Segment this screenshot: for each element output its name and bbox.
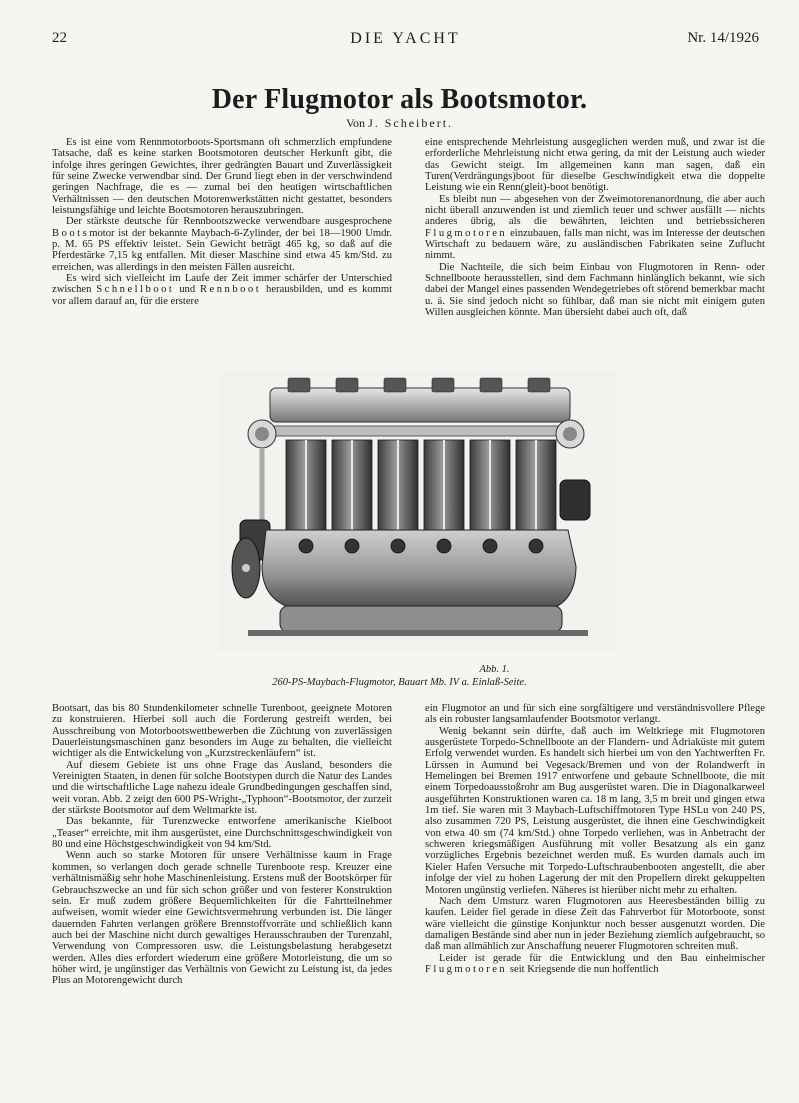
- paragraph: Die Nachteile, die sich beim Einbau von Flugmotoren in Renn- oder Schnellboote herausstellen, sind dem Fachmann hinlänglich bekannt, wie sich dabei der Mangel eines passenden Wendegetriebes oft störend bemerkbar macht u. ä. Sie sind jedoch nicht so fühlbar, daß man sie nicht mit einigem guten Willen ausgleichen könnte. Man übersieht dabei auch oft, daß: [425, 261, 765, 319]
- paragraph: Nach dem Umsturz waren Flugmotoren aus Heeresbeständen billig zu kaufen. Leider fiel gerade in diese Zeit das Fahrverbot für Motorboote, sonst wäre vielleicht die günstige Konjunktur noch besser ausgenutzt worden. Die damaligen Bestände sind aber nun in jeder Beziehung ziemlich aufgebraucht, so daß man allmählich zur Anschaffung neuerer Flugmotoren schreiten muß.: [425, 895, 765, 953]
- paragraph: eine entsprechende Mehrleistung ausgeglichen werden muß, und zwar ist die erforderliche Mehrleistung nicht etwa gering, da mit der Leistung auch wieder das Gewicht steigt. Im allgemeinen kann man sagen, daß ein Turen(Verdrängungs)boot für dieselbe Geschwindigkeit etwa die doppelte Leistung wie ein Renn(gleit)-boot benötigt.: [425, 137, 765, 194]
- engine-illustration: [218, 370, 616, 652]
- paragraph: Leider ist gerade für die Entwicklung und den Bau einheimischer Flugmotoren seit Kriegsende die nun hoffentlich: [425, 952, 765, 975]
- article-author: [0, 116, 799, 131]
- figure-number: Abb. 1.: [479, 664, 510, 675]
- paragraph: Es wird sich vielleicht im Laufe der Zeit immer schärfer der Unterschied zwischen Schnellboot und Rennboot herausbilden, und es kommt vor allem darauf an, für die erstere: [52, 273, 393, 307]
- column-top-left: [52, 137, 392, 307]
- column-top-right: [425, 137, 765, 319]
- author-prefix: Von: [345, 116, 366, 130]
- page-number: 22: [52, 30, 67, 46]
- paragraph: ein Flugmotor an und für sich eine sorgfältigere und verständnisvollere Pflege als ein robuster langsamlaufender Bootsmotor verlangt.: [425, 703, 765, 726]
- spaced-word: Flugmotoren: [425, 227, 508, 239]
- paragraph: Der stärkste deutsche für Rennbootszwecke verwendbare ausgesprochene Bootsmotor ist der bekannte Maybach-6-Zylinder, der bei 18—1900 Umdr. p. M. 65 PS effektiv leistet. Sein Gewicht beträgt 465 kg, so daß auf die Pferdestärke 7,15 kg entfallen. Mit dieser Maschine sind etwa 45 km/Std. zu erreichen, was allerdings in den meisten Fällen ausreicht.: [52, 216, 392, 273]
- paragraph: Es ist eine vom Rennmotorboots-Sportsmann oft schmerzlich empfundene Tatsache, daß es keine starken Bootsmotoren deutscher Herkunft gibt, die infolge ihres geringen Gewichtes, ihrer gedrängten Bauart und Zuverlässigkeit für seine Zwecke verwendbar sind. Der Grund liegt eben in der verschwindend geringen Nachfrage, die es — zumal bei den heutigen wirtschaftlichen Verhältnissen — den deutschen Motorenwerkstätten nicht gestattet, besonders leistungsfähige und leichte Bootsmotoren herauszubringen.: [52, 137, 392, 217]
- spaced-word: Boots: [52, 227, 90, 239]
- figure-caption: [0, 663, 799, 689]
- paragraph: Wenig bekannt sein dürfte, daß auch im Weltkriege mit Flugmotoren ausgerüstete Torpedo-Schnellboote an der Flandern- und Adriaküste mit gutem Erfolg verwendet wurden. Es handelt sich hierbei um von den Yachtwerften Fr. Lürssen in Aumund bei Vegesack/Bremen und von der Rolandwerft in Hemelingen bei Bremen 1917 entworfene und gebaute Schnellboote, die mit einem Torpedoausstoßrohr am Bug ausgerüstet waren. Die in Diagonalkarweel ausgeführten Konstruktionen waren ca. 18 m lang, 3,5 m breit und gingen etwa 1m tief. Sie waren mit 3 Maybach-Luftschiffmotoren Type HSLu von 240 PS, also zusammen 720 PS, Leistung ausgerüstet, die ihnen eine Geschwindigkeit von etwa 40 sm (74 km/Std.) ohne Torpedo verliehen, was in Anbetracht der schweren kriegsmäßigen Ausführung mit voller Besatzung als ein ganz vorzügliches Ergebnis bezeichnet werden muß. Es wurden damals auch im Kieler Hafen Versuche mit Torpedo-Luftschraubenbooten angestellt, die aber infolge der viel zu hohen Lagerung der mit den Propellern direkt gekuppelten Motoren ungünstig verliefen. Näheres ist hierüber nicht mehr zu erhalten.: [425, 725, 765, 896]
- article-title: Der Flugmotor als Bootsmotor.: [211, 84, 588, 115]
- spaced-word: Schnellboot: [96, 284, 175, 296]
- column-bottom-right: [425, 703, 765, 975]
- magazine-name: DIE YACHT: [350, 30, 461, 47]
- spaced-word: Rennboot: [199, 284, 262, 296]
- issue-number: Nr. 14/1926: [687, 30, 759, 46]
- column-bottom-left: [52, 703, 392, 987]
- paragraph: Das bekannte, für Turenzwecke entworfene amerikanische Kielboot „Teaser“ erreichte, mit ihm ausgerüstet, eine Durchschnittsgeschwindigkeit von 80 und eine Höchstgeschwindigkeit von 94 km/Std.: [52, 816, 392, 851]
- page-header: [52, 30, 759, 52]
- figure-caption-text: 260-PS-Maybach-Flugmotor, Bauart Mb. IV a. Einlaß-Seite.: [272, 677, 527, 688]
- paragraph: Es bleibt nun — abgesehen von der Zweimotorenanordnung, die aber auch nicht überall anzuwenden ist und ziemlich teuer und schwer ausfällt — nichts anderes übrig, als die bewährten, leichten und betriebssicheren Flugmotoren einzubauen, falls man nicht, was im Interesse der deutschen Wirtschaft zu bedauern wäre, zu ausländischen Fabrikaten seine Zuflucht nimmt.: [425, 193, 765, 262]
- author-name: J. Scheibert.: [368, 116, 454, 130]
- paragraph: Auf diesem Gebiete ist uns ohne Frage das Ausland, besonders die Vereinigten Staaten, in denen für solche Bootstypen durch die Natur des Landes und die wirtschaftliche Lage nahezu ideale Grundbedingungen geschaffen sind, weit voran. Abb. 2 zeigt den 600 PS-Wright-„Typhoon“-Bootsmotor, der zurzeit der stärkste Bootsmotor auf dem Weltmarkte ist.: [52, 759, 392, 817]
- paragraph: Bootsart, das bis 80 Stundenkilometer schnelle Turenboot, geeignete Motoren zu konstruieren. Hierbei soll auch die Forderung gestreift werden, bei Ausschreibung von Motorbootswettbewerben die Züchtung von zuverlässigen Dauerleistungsmaschinen ganz besonders im Auge zu behalten, die vielleicht wichtiger als die Entwickelung von „Kurzstreckenläufern“ ist.: [52, 703, 392, 760]
- spaced-word: Flugmotoren: [425, 963, 508, 975]
- engine-photo: [218, 370, 616, 652]
- paragraph: Wenn auch so starke Motoren für unsere Verhältnisse kaum in Frage kommen, so verlangen doch gerade schnelle Turenboote resp. Kreuzer eine verhältnismäßig sehr hohe Maschinenleistung. Erstens muß der Bootskörper für Gebrauchszwecke an und für sich schon größer und von festerer Konstruktion sein. Er muß zudem größere Bequemlichkeiten für die Fahrtteilnehmer aufweisen, womit wieder eine Gewichtsvermehrung verbunden ist. Die länger dauernden Fahrten verlangen größere Brennstoffvorräte und schließlich kann auch bei der Maschine nicht durch gewaltiges Herausschrauben der Turenzahl, Verwendung von Compressoren usw. die Leistungsbelastung herabgesetzt werden. Alles dies erfordert wiederum eine größere Motorleistung, die um so höher wird, je ungünstiger das Verhältnis von Gewicht zu Leistung ist, da jedes Plus an Motorengewicht durch: [52, 850, 392, 987]
